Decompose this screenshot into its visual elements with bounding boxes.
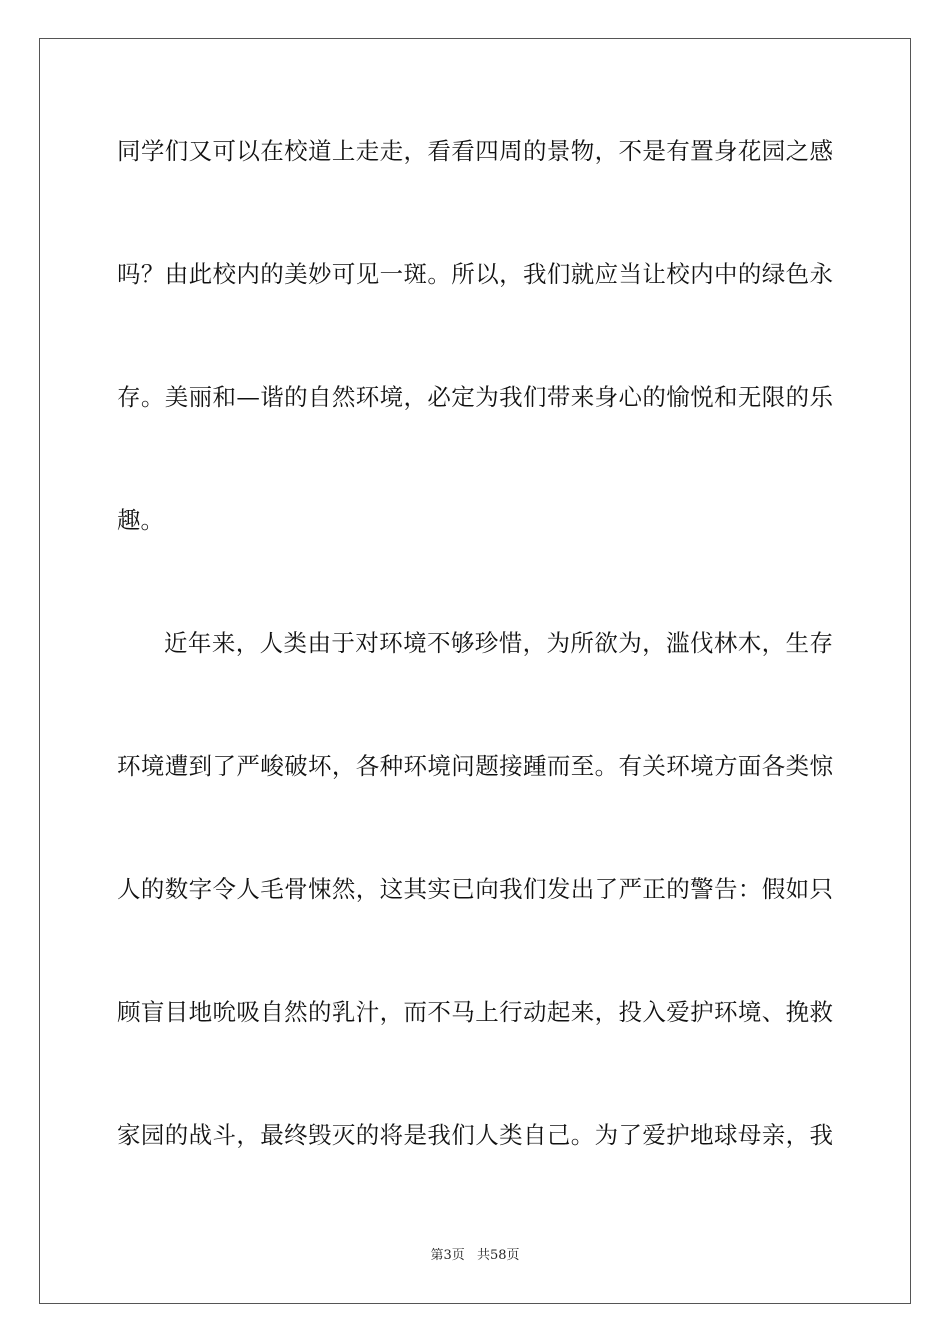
paragraph-line: 家园的战斗，最终毁灭的将是我们人类自己。为了爱护地球母亲，我: [117, 1121, 833, 1149]
page-total: 共58页: [476, 1248, 520, 1263]
paragraph-line: 近年来，人类由于对环境不够珍惜，为所欲为，滥伐林木，生存: [164, 629, 833, 657]
page-footer: [0, 1247, 950, 1265]
paragraph-line: 顾盲目地吮吸自然的乳汁，而不马上行动起来，投入爱护环境、挽救: [117, 998, 833, 1026]
paragraph-line: 趣。: [117, 506, 164, 534]
paragraph-line: 吗？由此校内的美妙可见一斑。所以，我们就应当让校内中的绿色永: [117, 260, 833, 288]
paragraph-line: 同学们又可以在校道上走走，看看四周的景物，不是有置身花园之感: [117, 137, 833, 165]
paragraph-line: 人的数字令人毛骨悚然，这其实已向我们发出了严正的警告：假如只: [117, 875, 833, 903]
paragraph-line: 环境遭到了严峻破坏，各种环境问题接踵而至。有关环境方面各类惊: [117, 752, 833, 780]
page-border: [39, 38, 911, 1304]
page-number: 第3页: [430, 1248, 465, 1263]
paragraph-line: 存。美丽和—谐的自然环境，必定为我们带来身心的愉悦和无限的乐: [117, 383, 833, 411]
